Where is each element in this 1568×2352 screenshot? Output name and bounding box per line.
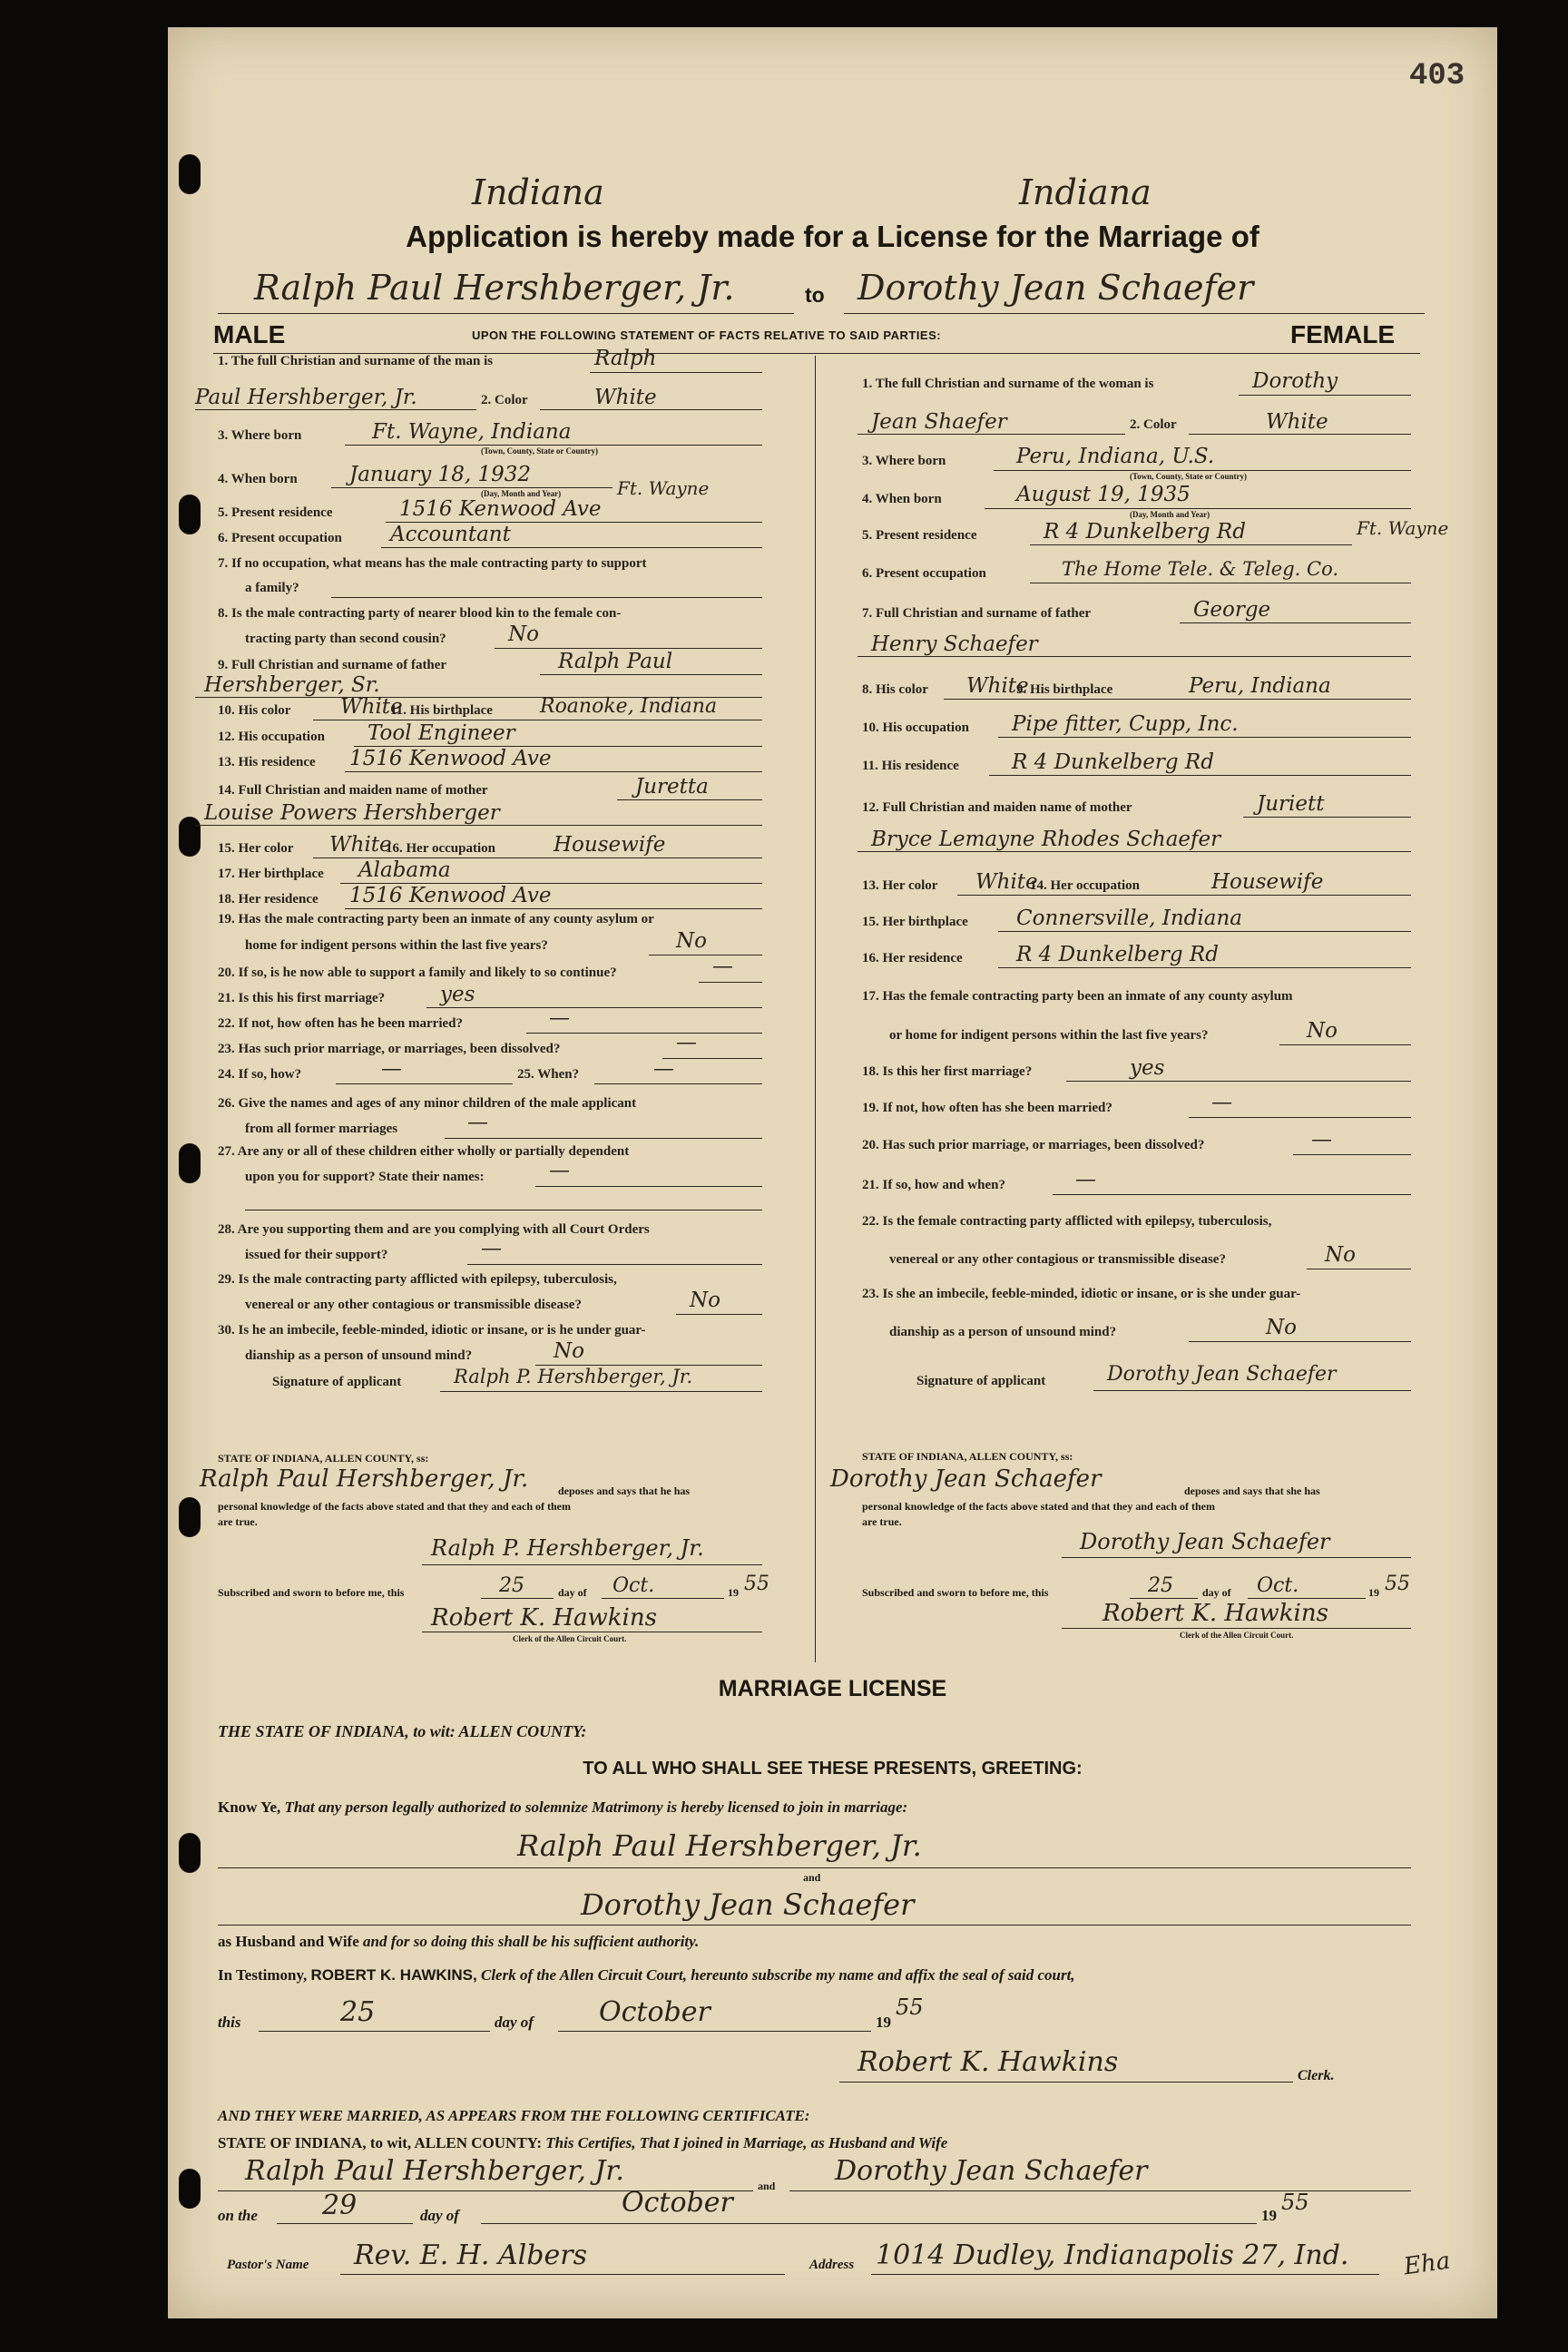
female-q14: 14. Her occupation (1030, 878, 1140, 893)
male-q28b: issued for their support? (245, 1248, 388, 1262)
male-q19b: home for indigent persons within the last five years? (245, 938, 548, 953)
cert-nineteen: 19 (1261, 2207, 1277, 2224)
male-q20: 20. If so, is he now able to support a family and likely to so continue? (218, 965, 617, 980)
license-day-of: day of (495, 2014, 534, 2031)
male-a19: No (676, 929, 707, 953)
male-a23: — (676, 1031, 697, 1054)
male-q8b: tracting party than second cousin? (245, 632, 446, 646)
female-oath-signature: Dorothy Jean Schaefer (1080, 1529, 1330, 1554)
female-a16: R 4 Dunkelberg Rd (1016, 943, 1219, 966)
male-a4: January 18, 1932 (349, 463, 531, 486)
male-a15: White (329, 833, 392, 857)
male-q6: 6. Present occupation (218, 531, 342, 545)
column-divider (815, 356, 816, 1662)
female-q18: 18. Is this her first marriage? (862, 1064, 1033, 1079)
female-a21: — (1075, 1168, 1096, 1191)
cert-on-the: on the (218, 2207, 258, 2224)
female-oath-day: 25 (1148, 1574, 1173, 1597)
know-text: That any person legally authorized to solemnize Matrimony is hereby licensed to join in marriage: (284, 1798, 908, 1816)
female-a8: White (966, 674, 1029, 698)
male-q9: 9. Full Christian and surname of father (218, 658, 447, 672)
male-oath-sub-c: 19 (728, 1586, 739, 1599)
female-q16: 16. Her residence (862, 951, 963, 965)
license-clerk-signature: Robert K. Hawkins (858, 2046, 1119, 2078)
punch-hole (179, 1143, 201, 1183)
female-a12a: Juriett (1257, 792, 1325, 816)
male-q18: 18. Her residence (218, 892, 318, 906)
male-q2: 2. Color (481, 393, 528, 407)
testimony-text: Clerk of the Allen Circuit Court, hereunto subscribe my name and affix the seal of said court, (481, 1966, 1075, 1984)
punch-hole (179, 817, 201, 857)
male-a9a: Ralph Paul (558, 650, 673, 673)
male-q27a: 27. Are any or all of these children either wholly or partially dependent (218, 1144, 630, 1159)
male-q30b: dianship as a person of unsound mind? (245, 1348, 473, 1363)
female-q3: 3. Where born (862, 454, 946, 468)
male-q7a: 7. If no occupation, what means has the male contracting party to support (218, 556, 647, 571)
female-a5-extra: Ft. Wayne (1357, 517, 1449, 539)
female-q4-hint: (Day, Month and Year) (1130, 510, 1210, 519)
male-oath-text3: are true. (218, 1515, 258, 1528)
bride-name: Dorothy Jean Schaefer (858, 268, 1254, 308)
license-clerk-label: Clerk. (1298, 2068, 1335, 2083)
male-a14a: Juretta (635, 775, 709, 799)
groom-name: Ralph Paul Hershberger, Jr. (254, 268, 735, 308)
male-q10: 10. His color (218, 703, 291, 718)
cert-day-of: day of (420, 2207, 459, 2224)
male-a25: — (653, 1057, 674, 1081)
male-q24: 24. If so, how? (218, 1067, 302, 1082)
female-oath-state: STATE OF INDIANA, ALLEN COUNTY, ss: (862, 1450, 1073, 1463)
female-a2: White (1266, 410, 1328, 434)
male-a2: White (594, 386, 657, 409)
female-a6: The Home Tele. & Teleg. Co. (1062, 558, 1339, 580)
license-state-line: THE STATE OF INDIANA, to wit: ALLEN COUNTY: (218, 1722, 587, 1740)
male-q26b: from all former marriages (245, 1122, 398, 1136)
male-a11: Roanoke, Indiana (540, 695, 718, 718)
male-a17: Alabama (358, 858, 451, 882)
female-q12: 12. Full Christian and maiden name of mother (862, 800, 1132, 815)
clerk-initials: Eha (1402, 2247, 1453, 2281)
state-right: Indiana (1019, 172, 1152, 212)
female-q11: 11. His residence (862, 759, 959, 773)
female-oath-sub-c: 19 (1368, 1586, 1379, 1599)
male-q5: 5. Present residence (218, 505, 333, 520)
license-year: 55 (896, 1994, 924, 2020)
female-a3: Peru, Indiana, U.S. (1016, 445, 1215, 468)
female-signature-label: Signature of applicant (916, 1374, 1046, 1388)
female-a23: No (1266, 1316, 1297, 1339)
subtitle: UPON THE FOLLOWING STATEMENT OF FACTS RELATIVE TO SAID PARTIES: (472, 328, 942, 342)
cert-and: and (758, 2180, 776, 2192)
male-oath-signature: Ralph P. Hershberger, Jr. (431, 1535, 704, 1561)
male-q11: 11. His birthplace (390, 703, 493, 718)
male-a27: — (549, 1159, 570, 1182)
female-oath-clerk-label: Clerk of the Allen Circuit Court. (1180, 1631, 1294, 1640)
female-a7b: Henry Schaefer (871, 632, 1038, 656)
female-a14: Housewife (1211, 870, 1324, 894)
female-a17: No (1307, 1019, 1338, 1043)
male-a6: Accountant (390, 523, 511, 546)
female-q21: 21. If so, how and when? (862, 1178, 1005, 1192)
female-q4: 4. When born (862, 492, 942, 506)
female-q5: 5. Present residence (862, 528, 977, 543)
male-a4-extra: Ft. Wayne (617, 477, 710, 499)
female-a20: — (1311, 1128, 1332, 1152)
male-a12: Tool Engineer (368, 721, 515, 745)
female-oath-name: Dorothy Jean Schaefer (830, 1465, 1102, 1493)
male-q14: 14. Full Christian and maiden name of mother (218, 783, 488, 798)
female-a1a: Dorothy (1252, 369, 1338, 393)
male-oath-text1: deposes and says that he has (558, 1485, 691, 1497)
punch-hole (179, 154, 201, 194)
male-q4: 4. When born (218, 472, 298, 486)
male-a8: No (508, 622, 539, 646)
page-title: Application is hereby made for a License for the Marriage of (406, 220, 1259, 253)
punch-hole (179, 1497, 201, 1537)
male-oath-month: Oct. (612, 1574, 655, 1597)
cert-groom: Ralph Paul Hershberger, Jr. (245, 2155, 624, 2187)
male-a1b: Paul Hershberger, Jr. (195, 386, 417, 409)
male-q30a: 30. Is he an imbecile, feeble-minded, idiotic or insane, or is he under guar- (218, 1323, 646, 1338)
male-q12: 12. His occupation (218, 730, 325, 744)
female-q8: 8. His color (862, 682, 928, 697)
female-oath-text1: deposes and says that she has (1184, 1485, 1320, 1497)
male-q8a: 8. Is the male contracting party of nearer blood kin to the female con- (218, 606, 622, 621)
male-q25: 25. When? (517, 1067, 580, 1082)
cert-year: 55 (1281, 2190, 1309, 2215)
female-q20: 20. Has such prior marriage, or marriages, been dissolved? (862, 1138, 1205, 1152)
female-label: FEMALE (1290, 320, 1396, 348)
male-a30: No (554, 1339, 584, 1363)
female-q2: 2. Color (1130, 417, 1177, 432)
female-oath-year: 55 (1385, 1573, 1410, 1595)
male-signature: Ralph P. Hershberger, Jr. (454, 1366, 693, 1387)
female-oath-month: Oct. (1257, 1574, 1299, 1597)
male-oath-clerk-label: Clerk of the Allen Circuit Court. (513, 1634, 627, 1643)
female-q17a: 17. Has the female contracting party been an inmate of any county asylum (862, 989, 1293, 1004)
female-q23b: dianship as a person of unsound mind? (889, 1325, 1117, 1339)
male-a9b: Hershberger, Sr. (204, 673, 380, 697)
male-a14b: Louise Powers Hershberger (204, 801, 500, 825)
license-and: and (803, 1871, 821, 1884)
male-q28a: 28. Are you supporting them and are you complying with all Court Orders (218, 1222, 650, 1237)
female-q9: 9. His birthplace (1016, 682, 1113, 697)
male-q16: 16. Her occupation (386, 841, 495, 856)
male-a10: White (340, 695, 403, 719)
male-q26a: 26. Give the names and ages of any minor children of the male applicant (218, 1096, 637, 1111)
female-a4: August 19, 1935 (1016, 483, 1191, 506)
punch-hole (179, 495, 201, 534)
female-a13: White (975, 870, 1038, 894)
male-a28: — (481, 1237, 502, 1260)
female-q15: 15. Her birthplace (862, 915, 968, 929)
male-q1: 1. The full Christian and surname of the man is (218, 354, 494, 368)
female-a1b: Jean Shaefer (871, 410, 1007, 434)
license-day: 25 (340, 1996, 376, 2028)
male-q7b: a family? (245, 581, 299, 595)
female-q10: 10. His occupation (862, 720, 969, 735)
male-a22: — (549, 1006, 570, 1030)
female-oath-sub-b: day of (1202, 1586, 1231, 1599)
pastor-label: Pastor's Name (227, 2258, 309, 2272)
license-groom: Ralph Paul Hershberger, Jr. (517, 1828, 922, 1863)
testimony-label: In Testimony, (218, 1966, 308, 1984)
male-q17: 17. Her birthplace (218, 867, 324, 881)
to-label: to (805, 283, 825, 307)
license-this: this (218, 2014, 241, 2031)
female-a15: Connersville, Indiana (1016, 906, 1242, 930)
female-signature: Dorothy Jean Schaefer (1107, 1363, 1337, 1386)
husband-wife-text: and for so doing this shall be his sufficient authority. (363, 1933, 700, 1950)
female-oath-text3: are true. (862, 1515, 902, 1528)
female-a7a: George (1193, 598, 1271, 622)
female-q19: 19. If not, how often has she been married? (862, 1101, 1112, 1115)
husband-wife-label: as Husband and Wife (218, 1933, 359, 1950)
female-oath-text2: personal knowledge of the facts above stated and that they and each of them (862, 1500, 1215, 1513)
male-signature-label: Signature of applicant (272, 1375, 402, 1389)
male-a16: Housewife (554, 833, 666, 857)
male-a5: 1516 Kenwood Ave (399, 497, 602, 521)
female-q7: 7. Full Christian and surname of father (862, 606, 1092, 621)
female-a9: Peru, Indiana (1189, 674, 1331, 698)
female-q3-hint: (Town, County, State or Country) (1130, 472, 1248, 481)
male-a20: — (712, 955, 733, 978)
cert-state: STATE OF INDIANA, to wit, ALLEN COUNTY: (218, 2134, 543, 2151)
male-q4-hint: (Day, Month and Year) (481, 489, 562, 498)
male-q23: 23. Has such prior marriage, or marriages, been dissolved? (218, 1042, 561, 1056)
female-a5: R 4 Dunkelberg Rd (1044, 520, 1246, 544)
female-q6: 6. Present occupation (862, 566, 986, 581)
pastor-address: 1014 Dudley, Indianapolis 27, Ind. (876, 2239, 1349, 2271)
female-oath-clerk-signature: Robert K. Hawkins (1102, 1600, 1328, 1627)
female-oath-sub-a: Subscribed and sworn to before me, this (862, 1586, 1049, 1599)
license-greeting: TO ALL WHO SHALL SEE THESE PRESENTS, GREETING: (583, 1759, 1083, 1779)
know-ye: Know Ye, (218, 1798, 281, 1816)
female-a12b: Bryce Lemayne Rhodes Schaefer (871, 828, 1221, 851)
male-oath-sub-b: day of (558, 1586, 587, 1599)
female-q13: 13. Her color (862, 878, 938, 893)
male-q29a: 29. Is the male contracting party afflicted with epilepsy, tuberculosis, (218, 1272, 617, 1287)
male-a18: 1516 Kenwood Ave (349, 884, 552, 907)
pastor-name: Rev. E. H. Albers (354, 2239, 587, 2271)
male-q29b: venereal or any other contagious or transmissible disease? (245, 1298, 582, 1312)
male-q3-hint: (Town, County, State or Country) (481, 446, 599, 456)
female-q22b: venereal or any other contagious or transmissible disease? (889, 1252, 1226, 1267)
cert-bride: Dorothy Jean Schaefer (835, 2155, 1148, 2187)
male-a3: Ft. Wayne, Indiana (372, 420, 572, 444)
license-month: October (599, 1996, 710, 2028)
page-number: 403 (1409, 59, 1465, 93)
cert-month: October (622, 2187, 733, 2219)
license-title: MARRIAGE LICENSE (718, 1676, 947, 1701)
male-oath-day: 25 (499, 1574, 524, 1597)
male-a26: — (467, 1111, 488, 1134)
married-line: AND THEY WERE MARRIED, AS APPEARS FROM THE FOLLOWING CERTIFICATE: (218, 2107, 810, 2124)
male-oath-clerk-signature: Robert K. Hawkins (431, 1604, 657, 1632)
female-a11: R 4 Dunkelberg Rd (1012, 750, 1214, 774)
testimony-clerk: ROBERT K. HAWKINS, (310, 1966, 477, 1984)
state-left: Indiana (472, 172, 604, 212)
female-q1: 1. The full Christian and surname of the woman is (862, 377, 1154, 391)
male-q21: 21. Is this his first marriage? (218, 991, 386, 1005)
license-bride: Dorothy Jean Schaefer (581, 1887, 915, 1922)
female-a19: — (1211, 1091, 1232, 1114)
male-q13: 13. His residence (218, 755, 316, 769)
female-a22: No (1325, 1243, 1356, 1267)
punch-hole (179, 2169, 201, 2209)
female-q17b: or home for indigent persons within the last five years? (889, 1028, 1209, 1043)
male-q19a: 19. Has the male contracting party been an inmate of any county asylum or (218, 912, 654, 926)
male-label: MALE (213, 320, 286, 348)
cert-day: 29 (322, 2190, 358, 2221)
female-q22a: 22. Is the female contracting party afflicted with epilepsy, tuberculosis, (862, 1214, 1272, 1229)
male-oath-text2: personal knowledge of the facts above stated and that they and each of them (218, 1500, 571, 1513)
male-q3: 3. Where born (218, 428, 302, 443)
male-q22: 22. If not, how often has he been married? (218, 1016, 463, 1031)
license-page (168, 27, 1497, 2318)
cert-text: This Certifies, That I joined in Marriage, as Husband and Wife (545, 2134, 948, 2151)
female-q23a: 23. Is she an imbecile, feeble-minded, idiotic or insane, or is she under guar- (862, 1287, 1301, 1301)
male-a1a: Ralph (594, 347, 657, 370)
male-q15: 15. Her color (218, 841, 294, 856)
male-q27b: upon you for support? State their names: (245, 1170, 485, 1184)
female-a18: yes (1130, 1056, 1165, 1080)
female-a10: Pipe fitter, Cupp, Inc. (1012, 712, 1239, 736)
male-a24: — (381, 1057, 402, 1081)
punch-hole (179, 1833, 201, 1873)
male-oath-year: 55 (744, 1573, 769, 1595)
male-oath-state: STATE OF INDIANA, ALLEN COUNTY, ss: (218, 1452, 429, 1465)
male-a29: No (690, 1289, 720, 1312)
address-label: Address (809, 2258, 855, 2272)
male-a13: 1516 Kenwood Ave (349, 747, 552, 770)
license-nineteen: 19 (876, 2014, 891, 2031)
male-oath-name: Ralph Paul Hershberger, Jr. (200, 1465, 529, 1493)
male-oath-sub-a: Subscribed and sworn to before me, this (218, 1586, 405, 1599)
male-a21: yes (440, 983, 475, 1006)
